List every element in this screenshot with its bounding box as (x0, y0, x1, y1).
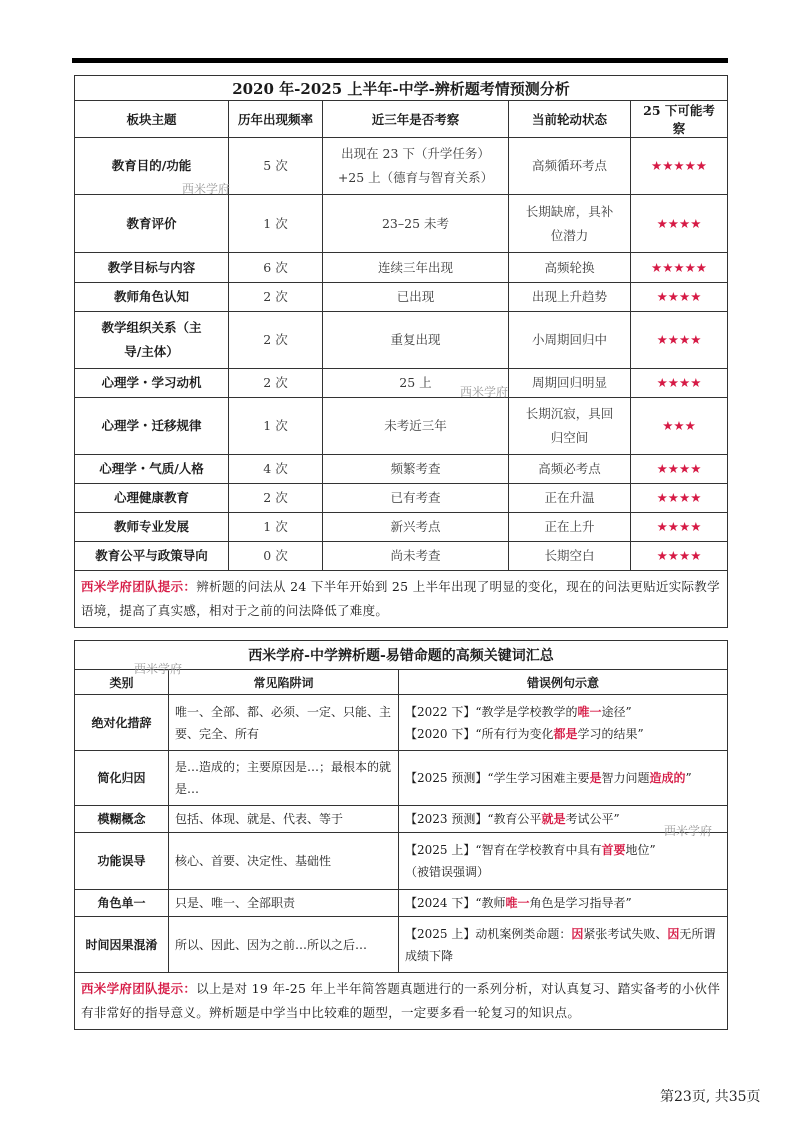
row-status: 长期空白 (509, 542, 631, 571)
row-recent-line: +25 上（德育与智育关系） (337, 170, 494, 185)
row-frequency: 5 次 (229, 138, 323, 195)
row-recent: 已出现 (323, 283, 509, 312)
rating-stars: ★★★★ (631, 312, 728, 369)
exam-prediction-table (74, 75, 727, 628)
example-line (405, 839, 721, 861)
example-text: 无所谓成绩下降 (405, 926, 716, 963)
row-trap-words: 唯一、全部、都、必须、一定、只能、主要、完全、所有 (169, 695, 399, 751)
trap-word-highlight: 唯一 (505, 896, 530, 910)
trap-word-highlight: 造成的 (649, 771, 686, 785)
row-category: 时间因果混淆 (75, 917, 169, 973)
row-frequency: 4 次 (229, 455, 323, 484)
row-recent: 连续三年出现 (323, 253, 509, 283)
row-trap-words: 所以、因此、因为之前…所以之后… (169, 917, 399, 973)
header-recent: 近三年是否考察 (323, 101, 509, 138)
header-examples: 错误例句示意 (399, 670, 728, 695)
table1-title: 2020 年-2025 上半年-中学-辨析题考情预测分析 (75, 76, 728, 101)
example-line (405, 701, 721, 723)
table-row (75, 138, 728, 195)
row-status: 周期回归明显 (509, 369, 631, 398)
rating-stars: ★★★★ (631, 369, 728, 398)
table-row (75, 806, 728, 833)
trap-word-highlight: 首要 (601, 843, 626, 857)
example-text: 【2023 预测】“教育公平 (405, 812, 542, 826)
row-topic: 教师角色认知 (75, 283, 229, 312)
row-trap-words: 只是、唯一、全部职责 (169, 890, 399, 917)
rating-stars: ★★★★ (631, 513, 728, 542)
table-row (75, 253, 728, 283)
table-row (75, 312, 728, 369)
row-frequency: 1 次 (229, 513, 323, 542)
header-status: 当前轮动状态 (509, 101, 631, 138)
row-trap-words: 是…造成的；主要原因是…；最根本的就是… (169, 751, 399, 806)
example-line (405, 723, 721, 745)
row-status: 正在上升 (509, 513, 631, 542)
row-frequency: 2 次 (229, 484, 323, 513)
example-text: 【2022 下】“教学是学校教学的 (405, 704, 578, 719)
row-recent: 新兴考点 (323, 513, 509, 542)
row-status: 高频循环考点 (509, 138, 631, 195)
trap-word-highlight: 就是 (541, 812, 566, 826)
table-row (75, 890, 728, 917)
top-rule (72, 58, 728, 63)
example-line: （被错误强调） (405, 865, 490, 879)
row-topic: 教学组织关系（主导/主体） (75, 312, 229, 369)
table-row (75, 369, 728, 398)
table-row (75, 455, 728, 484)
header-trap-words: 常见陷阱词 (169, 670, 399, 695)
team-tip (75, 973, 728, 1030)
row-topic: 教师专业发展 (75, 513, 229, 542)
tip-label: 西米学府团队提示： (81, 981, 197, 996)
trap-word-highlight: 是 (589, 771, 602, 785)
row-recent: 23–25 未考 (323, 195, 509, 253)
team-tip (75, 571, 728, 628)
trap-word-highlight: 都是 (553, 726, 578, 741)
table-row (75, 917, 728, 973)
row-examples (399, 751, 728, 806)
row-trap-words: 包括、体现、就是、代表、等于 (169, 806, 399, 833)
table-row (75, 484, 728, 513)
row-status: 正在升温 (509, 484, 631, 513)
rating-stars: ★★★★★ (631, 253, 728, 283)
row-topic: 教育评价 (75, 195, 229, 253)
row-frequency: 6 次 (229, 253, 323, 283)
row-trap-words: 核心、首要、决定性、基础性 (169, 833, 399, 890)
row-examples (399, 833, 728, 890)
table2-title: 西米学府-中学辨析题-易错命题的高频关键词汇总 (75, 641, 728, 670)
table-row (75, 833, 728, 890)
header-prediction: 25 下可能考察 (631, 101, 728, 138)
row-recent: 已有考查 (323, 484, 509, 513)
rating-stars: ★★★★ (631, 455, 728, 484)
watermark: 西米学府 (182, 182, 231, 196)
table-row (75, 398, 728, 455)
watermark: 西米学府 (664, 824, 713, 838)
row-examples (399, 695, 728, 751)
row-frequency: 2 次 (229, 369, 323, 398)
example-text: 【2024 下】“教师 (405, 896, 506, 910)
example-text: ” (685, 771, 692, 785)
example-text: 智力问题 (601, 771, 650, 785)
row-category: 模糊概念 (75, 806, 169, 833)
trap-word-highlight: 因 (667, 926, 680, 941)
row-recent: 频繁考查 (323, 455, 509, 484)
table-row (75, 695, 728, 751)
table-row (75, 513, 728, 542)
rating-stars: ★★★★ (631, 484, 728, 513)
tip-text: 辨析题的问法从 24 下半年开始到 25 上半年出现了明显的变化，现在的问法更贴近实际教学语境，提高了真实感，相对于之前的问法降低了难度。 (81, 579, 720, 618)
row-frequency: 1 次 (229, 398, 323, 455)
row-recent-line: 出现在 23 下（升学任务） (341, 146, 490, 161)
row-topic: 心理学・迁移规律 (75, 398, 229, 455)
tip-text: 以上是对 19 年-25 年上半年简答题真题进行的一系列分析，对认真复习、踏实备考的小伙伴有非常好的指导意义。辨析题是中学当中比较难的题型，一定要多看一轮复习的知识点。 (81, 981, 721, 1020)
rating-stars: ★★★★ (631, 195, 728, 253)
trap-word-highlight: 唯一 (577, 704, 602, 719)
example-text: 【2025 上】动机案例类命题： (405, 926, 572, 941)
row-status: 高频必考点 (509, 455, 631, 484)
row-recent (323, 138, 509, 195)
example-text: 角色是学习指导者” (529, 896, 632, 910)
keyword-trap-table (74, 640, 727, 1030)
rating-stars: ★★★★ (631, 542, 728, 571)
table-row (75, 195, 728, 253)
row-status: 小周期回归中 (509, 312, 631, 369)
example-text: 【2025 预测】“学生学习困难主要 (405, 771, 590, 785)
rating-stars: ★★★★ (631, 283, 728, 312)
trap-word-highlight: 因 (571, 926, 584, 941)
example-text: 考试公平” (565, 812, 620, 826)
page-number: 第23页, 共35页 (660, 1089, 761, 1105)
row-frequency: 2 次 (229, 283, 323, 312)
row-recent: 未考近三年 (323, 398, 509, 455)
row-topic: 教育公平与政策导向 (75, 542, 229, 571)
table-row (75, 542, 728, 571)
example-text: 【2020 下】“所有行为变化 (405, 726, 554, 741)
example-text: 地位” (625, 843, 656, 857)
row-category: 角色单一 (75, 890, 169, 917)
watermark: 西米学府 (134, 662, 183, 676)
header-frequency: 历年出现频率 (229, 101, 323, 138)
example-text: 途径” (601, 704, 632, 719)
row-status: 出现上升趋势 (509, 283, 631, 312)
rating-stars: ★★★ (631, 398, 728, 455)
row-category: 简化归因 (75, 751, 169, 806)
row-topic: 教育目的/功能 (75, 138, 229, 195)
header-topic: 板块主题 (75, 101, 229, 138)
header-category: 类别 (75, 670, 169, 695)
table-row (75, 751, 728, 806)
row-topic: 心理学・气质/人格 (75, 455, 229, 484)
example-text: 【2025 上】“智育在学校教育中具有 (405, 843, 602, 857)
row-examples (399, 890, 728, 917)
example-text: 紧张考试失败、 (583, 926, 668, 941)
row-status: 长期缺席，具补位潜力 (509, 195, 631, 253)
row-recent: 25 上 (323, 369, 509, 398)
rating-stars: ★★★★★ (631, 138, 728, 195)
row-frequency: 1 次 (229, 195, 323, 253)
row-frequency: 2 次 (229, 312, 323, 369)
row-status: 高频轮换 (509, 253, 631, 283)
table-row (75, 283, 728, 312)
example-text: 学习的结果” (577, 726, 644, 741)
tip-label: 西米学府团队提示： (81, 579, 197, 594)
row-topic: 心理健康教育 (75, 484, 229, 513)
row-category: 绝对化措辞 (75, 695, 169, 751)
row-recent: 尚未考查 (323, 542, 509, 571)
row-recent: 重复出现 (323, 312, 509, 369)
row-category: 功能误导 (75, 833, 169, 890)
row-frequency: 0 次 (229, 542, 323, 571)
row-examples (399, 917, 728, 973)
row-status: 长期沉寂，具回归空间 (509, 398, 631, 455)
watermark: 西米学府 (460, 385, 509, 399)
row-topic: 心理学・学习动机 (75, 369, 229, 398)
row-topic: 教学目标与内容 (75, 253, 229, 283)
